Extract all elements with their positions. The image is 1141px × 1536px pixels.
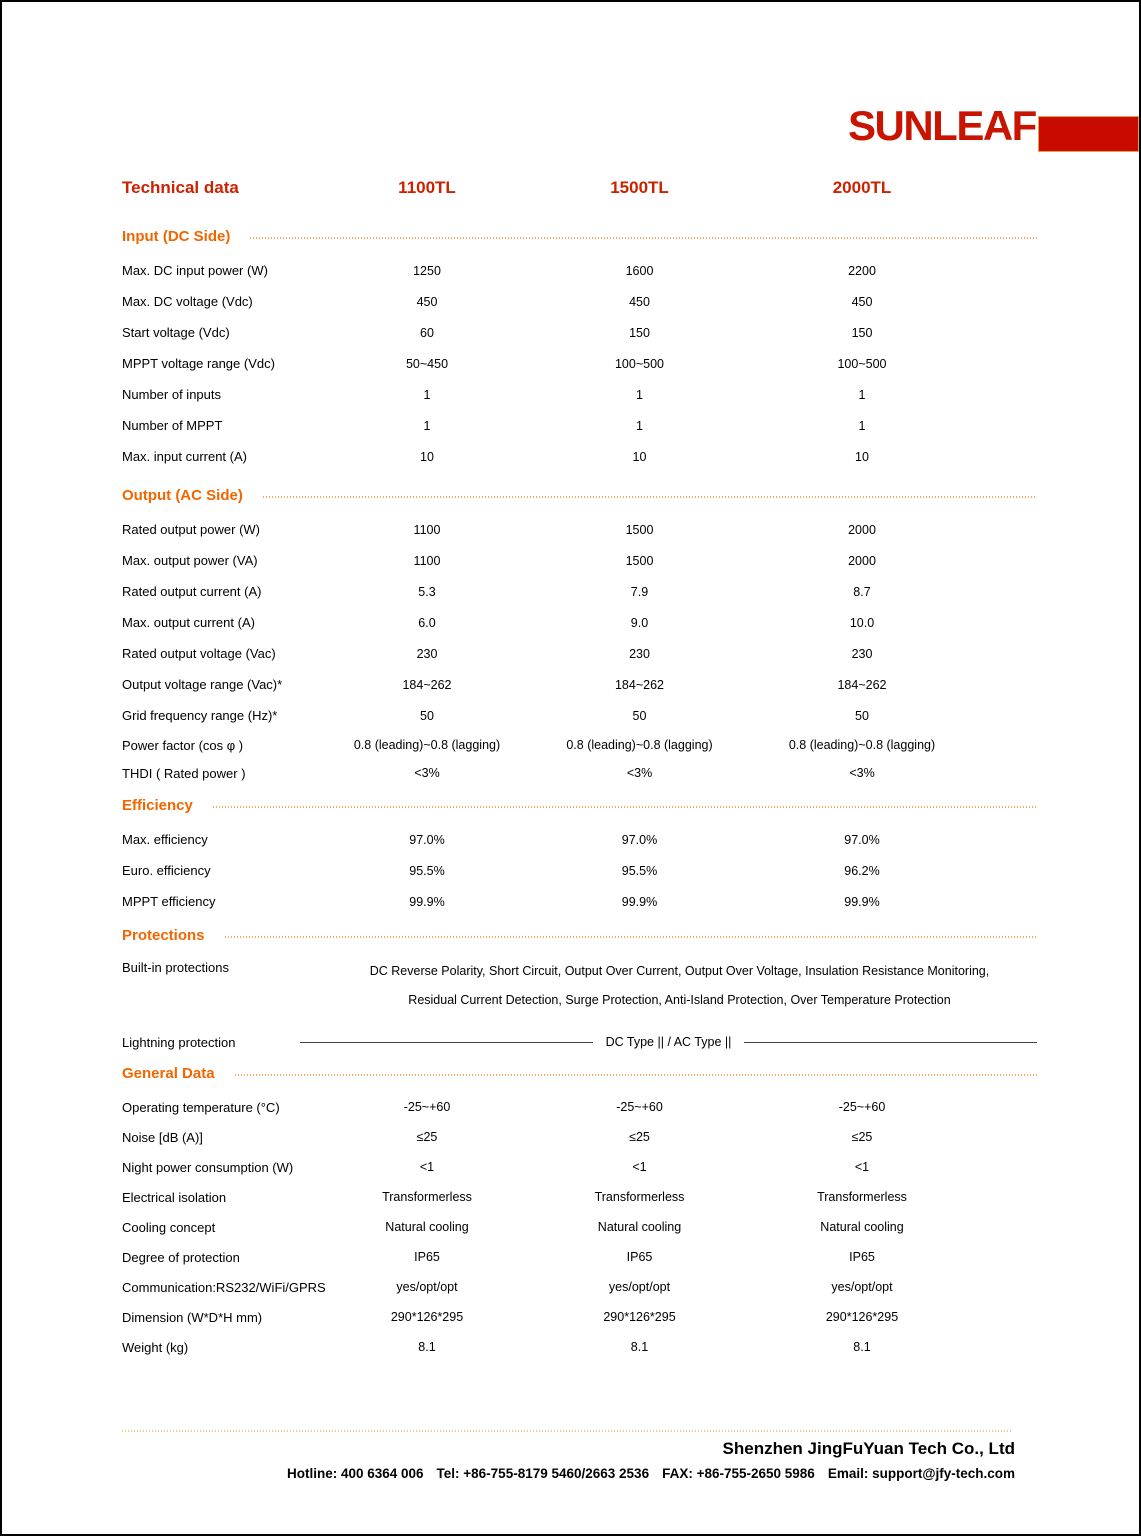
row-value: 2000 — [848, 553, 876, 568]
row-value: 1 — [423, 387, 431, 402]
table-row — [122, 607, 1037, 638]
row-value: IP65 — [849, 1250, 875, 1264]
table-row — [122, 1122, 1037, 1152]
table-row — [122, 1272, 1037, 1302]
hotline-text: Hotline: 400 6364 006 — [286, 1466, 424, 1481]
row-value: 290*126*295 — [825, 1310, 899, 1324]
row-value: 100~500 — [614, 356, 664, 371]
footer-divider — [122, 1430, 1012, 1432]
table-row — [122, 759, 1037, 787]
row-value: <1 — [632, 1160, 647, 1174]
row-value: Transformerless — [382, 1190, 472, 1204]
section-output-ac — [122, 485, 1037, 787]
row-value: 50~450 — [405, 356, 449, 371]
row-value: 97.0% — [621, 832, 658, 847]
section-divider — [225, 936, 1037, 938]
section-protections — [122, 925, 1037, 1057]
company-name: Shenzhen JingFuYuan Tech Co., Ltd — [722, 1439, 1015, 1458]
row-value: 1 — [858, 387, 866, 402]
built-in-protections-value — [322, 957, 1037, 1015]
row-value: Natural cooling — [597, 1220, 682, 1234]
row-value: 1 — [423, 418, 431, 433]
row-value: Transformerless — [817, 1190, 907, 1204]
table-row — [122, 348, 1037, 379]
row-value: 450 — [851, 294, 873, 309]
row-value: ≤25 — [416, 1130, 438, 1144]
row-label: THDI ( Rated power ) — [122, 765, 246, 781]
built-in-protections-row — [122, 957, 1037, 1015]
row-value: 230 — [629, 646, 650, 661]
row-value: 1500 — [625, 553, 654, 568]
row-label: Electrical isolation — [122, 1189, 227, 1205]
model-header-1500tl: 1500TL — [610, 178, 669, 197]
page-title: Technical data — [122, 178, 239, 197]
table-row — [122, 700, 1037, 731]
model-header-2000tl: 2000TL — [832, 178, 892, 197]
section-title: Output (AC Side) — [122, 486, 243, 504]
row-label: Rated output voltage (Vac) — [122, 646, 276, 661]
row-label: Communication:RS232/WiFi/GPRS — [122, 1279, 326, 1295]
section-title: Input (DC Side) — [122, 227, 231, 245]
row-value: 8.7 — [853, 584, 871, 599]
section-divider — [235, 1074, 1037, 1076]
table-row — [122, 669, 1037, 700]
row-label: Euro. efficiency — [122, 863, 211, 878]
row-value: ≤25 — [851, 1130, 873, 1144]
row-label: Max. DC voltage (Vdc) — [122, 294, 253, 309]
row-value: 95.5% — [409, 863, 445, 878]
contact-line — [122, 1466, 1037, 1481]
table-row — [122, 886, 1037, 917]
table-row — [122, 1152, 1037, 1182]
row-value: 2200 — [848, 263, 876, 278]
row-value: 10 — [855, 449, 869, 464]
section-title: Efficiency — [122, 796, 193, 814]
row-value: <3% — [849, 766, 875, 780]
row-label: Max. input current (A) — [122, 449, 247, 464]
section-divider — [263, 496, 1037, 498]
row-value: 50 — [632, 708, 647, 723]
row-value: 0.8 (leading)~0.8 (lagging) — [566, 738, 713, 752]
row-value: 450 — [416, 294, 438, 309]
row-value: 1 — [858, 418, 866, 433]
row-label: Number of MPPT — [122, 418, 223, 433]
row-label: Max. DC input power (W) — [122, 263, 268, 278]
row-value: 230 — [416, 646, 438, 661]
table-row — [122, 545, 1037, 576]
row-value: 0.8 (leading)~0.8 (lagging) — [788, 738, 936, 752]
row-value: 10 — [420, 449, 434, 464]
row-label: Weight (kg) — [122, 1339, 189, 1355]
row-value: Natural cooling — [820, 1220, 904, 1234]
table-row — [122, 441, 1037, 472]
table-row — [122, 1182, 1037, 1212]
row-value: 184~262 — [614, 677, 664, 692]
row-value: 5.3 — [418, 584, 436, 599]
row-label: Grid frequency range (Hz)* — [122, 708, 278, 723]
row-value: -25~+60 — [403, 1100, 451, 1114]
row-value: 150 — [851, 325, 873, 340]
row-value: 1 — [636, 387, 643, 402]
row-label: Rated output power (W) — [122, 522, 261, 537]
row-value: yes/opt/opt — [831, 1280, 893, 1294]
row-value: 50 — [420, 708, 434, 723]
section-input-dc — [122, 226, 1037, 472]
row-value: Transformerless — [594, 1190, 685, 1204]
row-value: 99.9% — [409, 894, 445, 909]
row-label: Power factor (cos φ ) — [122, 737, 244, 753]
row-value: 1100 — [413, 522, 441, 537]
table-row — [122, 638, 1037, 669]
row-value: Natural cooling — [385, 1220, 469, 1234]
section-header — [122, 795, 1037, 815]
row-value: 99.9% — [844, 894, 880, 909]
horizontal-rule — [744, 1042, 1037, 1043]
row-value: 50 — [855, 708, 869, 723]
brand-logo: SUNLEAF — [848, 102, 1036, 149]
lightning-protection-value: DC Type || / AC Type || — [605, 1035, 732, 1049]
row-label: Start voltage (Vdc) — [122, 325, 230, 340]
row-value: IP65 — [414, 1250, 440, 1264]
table-row — [122, 1332, 1037, 1362]
row-value: 184~262 — [402, 677, 452, 692]
section-header — [122, 1063, 1037, 1083]
row-value: yes/opt/opt — [396, 1280, 458, 1294]
row-value: 99.9% — [621, 894, 658, 909]
row-label: Output voltage range (Vac)* — [122, 677, 283, 692]
section-title: Protections — [122, 926, 205, 944]
table-row — [122, 1302, 1037, 1332]
row-value: IP65 — [626, 1250, 653, 1264]
row-value: 1 — [636, 418, 643, 433]
table-row — [122, 1212, 1037, 1242]
row-value: 95.5% — [621, 863, 658, 878]
row-label: Night power consumption (W) — [122, 1159, 294, 1175]
section-divider — [213, 806, 1037, 808]
row-value: 0.8 (leading)~0.8 (lagging) — [353, 738, 501, 752]
row-value: 8.1 — [853, 1340, 871, 1354]
section-header — [122, 485, 1037, 505]
row-label: Operating temperature (°C) — [122, 1099, 280, 1115]
row-value: 450 — [629, 294, 650, 309]
row-label: Rated output current (A) — [122, 584, 262, 599]
page-footer — [122, 1430, 1037, 1481]
row-label: Lightning protection — [122, 1034, 236, 1050]
row-label: Max. output power (VA) — [122, 553, 258, 568]
section-divider — [250, 237, 1037, 239]
row-value: 290*126*295 — [390, 1310, 464, 1324]
protections-line-2: Residual Current Detection, Surge Protection, Anti-Island Protection, Over Temperature Protection — [408, 993, 951, 1007]
row-value: 184~262 — [837, 677, 887, 692]
section-efficiency — [122, 795, 1037, 917]
table-row — [122, 255, 1037, 286]
row-label: Max. output current (A) — [122, 615, 255, 630]
table-row — [122, 576, 1037, 607]
row-value: <1 — [854, 1160, 870, 1174]
horizontal-rule — [300, 1042, 593, 1043]
row-value: 100~500 — [837, 356, 887, 371]
section-header — [122, 925, 1037, 945]
lightning-protection-row — [122, 1027, 1037, 1057]
row-value: 150 — [629, 325, 650, 340]
row-label: Cooling concept — [122, 1219, 216, 1235]
section-title: General Data — [122, 1064, 215, 1082]
row-value: 60 — [420, 325, 434, 340]
row-label: Noise [dB (A)] — [122, 1129, 203, 1145]
row-label: Dimension (W*D*H mm) — [122, 1309, 263, 1325]
row-value: 1250 — [413, 263, 441, 278]
row-value: 230 — [851, 646, 873, 661]
row-value: 290*126*295 — [603, 1310, 676, 1324]
fax-text: FAX: +86-755-2650 5986 — [662, 1466, 815, 1481]
table-row — [122, 1242, 1037, 1272]
row-label: Number of inputs — [122, 387, 221, 402]
email-text: Email: support@jfy-tech.com — [827, 1466, 1015, 1481]
row-value: 97.0% — [844, 832, 880, 847]
row-value: <1 — [419, 1160, 435, 1174]
row-value: 9.0 — [630, 615, 649, 630]
tel-text: Tel: +86-755-8179 5460/2663 2536 — [436, 1466, 650, 1481]
logo-accent-bar — [1038, 116, 1139, 152]
section-header — [122, 226, 1037, 246]
row-value: 8.1 — [418, 1340, 436, 1354]
table-row — [122, 855, 1037, 886]
row-value: 8.1 — [630, 1340, 649, 1354]
row-value: 96.2% — [844, 863, 880, 878]
row-value: 97.0% — [409, 832, 445, 847]
protections-line-1: DC Reverse Polarity, Short Circuit, Output Over Current, Output Over Voltage, Insulation Resistance Monitoring, — [369, 964, 990, 978]
row-value: 6.0 — [418, 615, 436, 630]
row-label: Degree of protection — [122, 1249, 240, 1265]
row-value: 7.9 — [630, 584, 649, 599]
section-general-data — [122, 1063, 1037, 1362]
row-value: ≤25 — [629, 1130, 650, 1144]
table-row — [122, 286, 1037, 317]
table-row — [122, 317, 1037, 348]
table-row — [122, 514, 1037, 545]
table-row — [122, 1092, 1037, 1122]
table-row — [122, 824, 1037, 855]
row-label: MPPT voltage range (Vdc) — [122, 356, 275, 371]
datasheet-content — [122, 2, 1037, 1362]
row-value: 1500 — [625, 522, 654, 537]
row-value: -25~+60 — [616, 1100, 663, 1114]
row-label: MPPT efficiency — [122, 894, 216, 909]
row-label: Built-in protections — [122, 960, 229, 975]
row-value: <3% — [626, 766, 653, 780]
row-value: <3% — [414, 766, 440, 780]
table-row — [122, 379, 1037, 410]
row-value: -25~+60 — [838, 1100, 886, 1114]
model-header-1100tl: 1100TL — [398, 178, 456, 197]
row-value: 1600 — [625, 263, 654, 278]
table-row — [122, 410, 1037, 441]
row-value: 10 — [632, 449, 647, 464]
table-row — [122, 731, 1037, 759]
table-header-row — [122, 178, 1037, 198]
row-label: Max. efficiency — [122, 832, 208, 847]
row-value: 1100 — [413, 553, 441, 568]
row-value: 2000 — [848, 522, 876, 537]
row-value: yes/opt/opt — [608, 1280, 671, 1294]
row-value: 10.0 — [849, 615, 875, 630]
